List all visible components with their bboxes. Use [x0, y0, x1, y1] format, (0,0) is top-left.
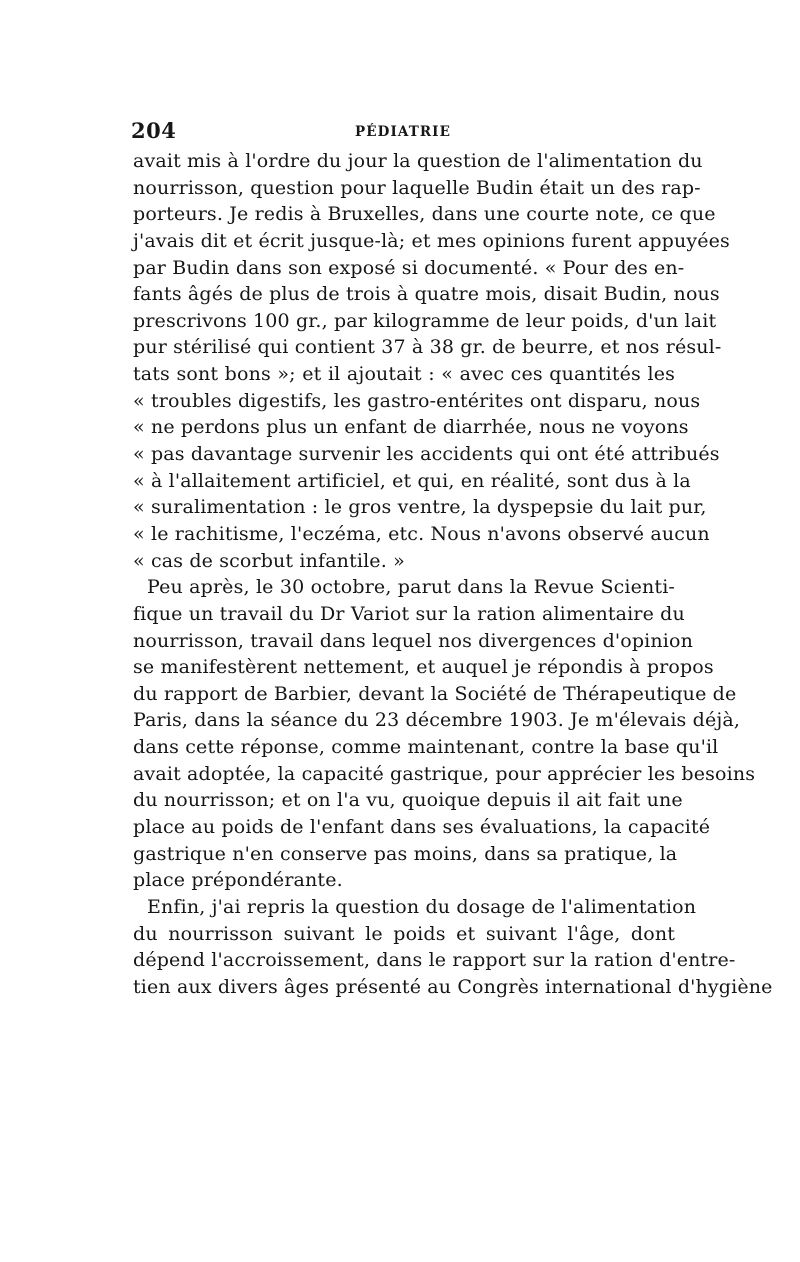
text-line: tats sont bons »; et il ajoutait : « avec ces quantités les — [133, 363, 675, 386]
text-line: j'avais dit et écrit jusque-là; et mes opinions furent appuyées — [133, 229, 730, 252]
text-line: fants âgés de plus de trois à quatre mois, disait Budin, nous — [133, 283, 720, 306]
text-line: place prépondérante. — [133, 869, 343, 892]
text-line: place au poids de l'enfant dans ses évaluations, la capacité — [133, 816, 711, 839]
text-line: avait mis à l'ordre du jour la question de l'alimentation du — [133, 150, 703, 172]
text-line: Enfin, j'ai repris la question du dosage de l'alimentation — [147, 895, 697, 918]
text-line: du nourrisson; et on l'a vu, quoique depuis il ait fait une — [133, 789, 683, 812]
text-line: du nourrisson suivant le poids et suivant l'âge, dont — [133, 922, 675, 945]
text-line: se manifestèrent nettement, et auquel je répondis à propos — [133, 656, 714, 679]
text-line: Paris, dans la séance du 23 décembre 1903. Je m'élevais déjà, — [133, 709, 741, 732]
text-line: du rapport de Barbier, devant la Société de Thérapeutique de — [133, 682, 737, 705]
text-line: prescrivons 100 gr., par kilogramme de leur poids, d'un lait — [133, 309, 717, 332]
text-line: par Budin dans son exposé si documenté. « Pour des en- — [133, 256, 685, 279]
text-line: « le rachitisme, l'eczéma, etc. Nous n'avons observé aucun — [133, 522, 710, 545]
running-title: PÉDIATRIE — [355, 124, 451, 140]
text-line: nourrisson, question pour laquelle Budin était un des rap- — [133, 176, 701, 199]
text-line: « pas davantage survenir les accidents qui ont été attribués — [133, 443, 720, 466]
text-line: porteurs. Je redis à Bruxelles, dans une courte note, ce que — [133, 203, 716, 226]
text-line: gastrique n'en conserve pas moins, dans sa pratique, la — [133, 842, 678, 865]
text-line: pur stérilisé qui contient 37 à 38 gr. de beurre, et nos résul- — [133, 336, 722, 359]
page-number: 204 — [131, 118, 177, 143]
text-line: avait adoptée, la capacité gastrique, pour apprécier les besoins — [133, 762, 756, 785]
text-line: « ne perdons plus un enfant de diarrhée, nous ne voyons — [133, 416, 689, 439]
text-line: fique un travail du Dr Variot sur la ration alimentaire du — [133, 602, 685, 625]
text-line: dépend l'accroissement, dans le rapport sur la ration d'entre- — [133, 949, 736, 972]
text-line: Peu après, le 30 octobre, parut dans la Revue Scienti- — [147, 576, 675, 599]
text-line: nourrisson, travail dans lequel nos divergences d'opinion — [133, 629, 693, 652]
text-line: dans cette réponse, comme maintenant, contre la base qu'il — [133, 736, 719, 759]
text-line: « à l'allaitement artificiel, et qui, en réalité, sont dus à la — [133, 469, 691, 492]
text-line: « cas de scorbut infantile. » — [133, 549, 405, 572]
text-line: « troubles digestifs, les gastro-entérites ont disparu, nous — [133, 389, 701, 412]
body-text — [133, 148, 773, 1001]
text-line: « suralimentation : le gros ventre, la dyspepsie du lait pur, — [133, 496, 707, 519]
text-line: tien aux divers âges présenté au Congrès international d'hygiène — [133, 975, 773, 998]
